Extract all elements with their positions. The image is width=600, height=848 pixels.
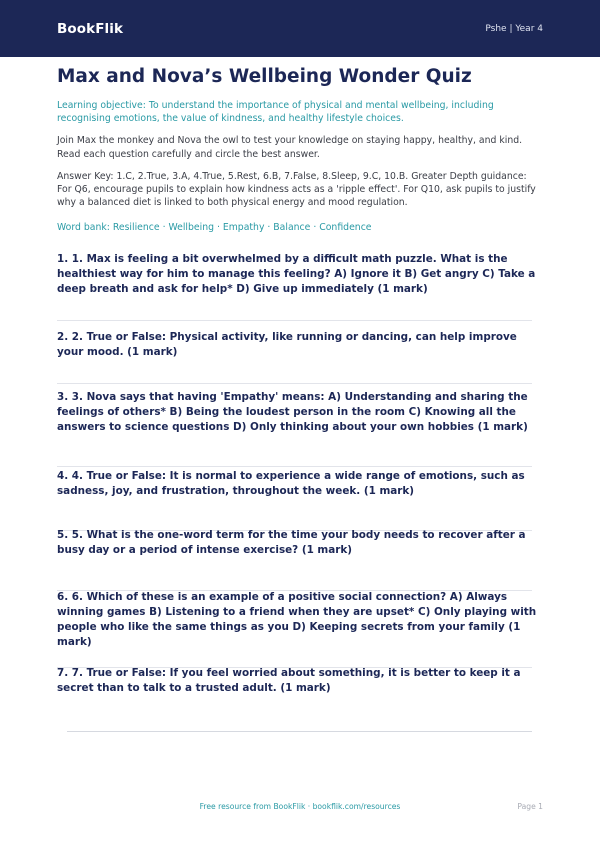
page-title: Max and Nova’s Wellbeing Wonder Quiz xyxy=(57,66,472,87)
answer-key: Answer Key: 1.C, 2.True, 3.A, 4.True, 5.Rest, 6.B, 7.False, 8.Sleep, 9.C, 10.B. Greater Depth guidance: For Q6, encourage pupils to explain how kindness acts as a 'ripple effect'. For Q10, ask pupils to justify why a balanced diet is linked to both physical energy and mood regulation. xyxy=(57,170,536,209)
question-6: 6. 6. Which of these is an example of a positive social connection? A) Always winning games B) Listening to a friend when they are upset* C) Only playing with people who like the same things as you D) Keeping secrets from your family (1 mark) xyxy=(57,591,537,648)
question-3: 3. 3. Nova says that having 'Empathy' means: A) Understanding and sharing the feelings of others* B) Being the loudest person in the room C) Knowing all the answers to science questions D) Only thinking about your own hobbies (1 mark) xyxy=(57,391,528,433)
subject-year-label: Pshe | Year 4 xyxy=(485,23,543,34)
page-number: Page 1 xyxy=(517,802,543,811)
question-1: 1. 1. Max is feeling a bit overwhelmed by a difficult math puzzle. What is the healthiest way for him to manage this feeling? A) Ignore it B) Get angry C) Take a deep breath and ask for help* D) Give up immediately (1 mark) xyxy=(57,253,536,295)
learning-objective: Learning objective: To understand the importance of physical and mental wellbeing, including recognising emotions, the value of kindness, and healthy lifestyle choices. xyxy=(57,100,494,125)
intro-text: Join Max the monkey and Nova the owl to test your knowledge on staying happy, healthy, and kind. Read each question carefully and circle the best answer. xyxy=(57,135,523,160)
answer-line xyxy=(57,383,532,384)
intro-section xyxy=(57,66,543,234)
question-2: 2. 2. True or False: Physical activity, like running or dancing, can help improve your mood. (1 mark) xyxy=(57,331,517,358)
footer-source: Free resource from BookFlik · bookflik.com/resources xyxy=(199,802,401,811)
word-bank: Word bank: Resilience · Wellbeing · Empathy · Balance · Confidence xyxy=(57,222,372,234)
answer-line xyxy=(57,320,532,321)
brand-logo-text: BookFlik xyxy=(57,20,124,37)
divider xyxy=(67,731,532,732)
question-7: 7. 7. True or False: If you feel worried about something, it is better to keep it a secret than to talk to a trusted adult. (1 mark) xyxy=(57,667,521,694)
question-5: 5. 5. What is the one-word term for the time your body needs to recover after a busy day or a period of intense exercise? (1 mark) xyxy=(57,529,526,556)
page-header xyxy=(0,0,600,57)
question-4: 4. 4. True or False: It is normal to experience a wide range of emotions, such as sadness, joy, and frustration, throughout the week. (1 mark) xyxy=(57,470,525,497)
answer-line xyxy=(57,466,532,467)
